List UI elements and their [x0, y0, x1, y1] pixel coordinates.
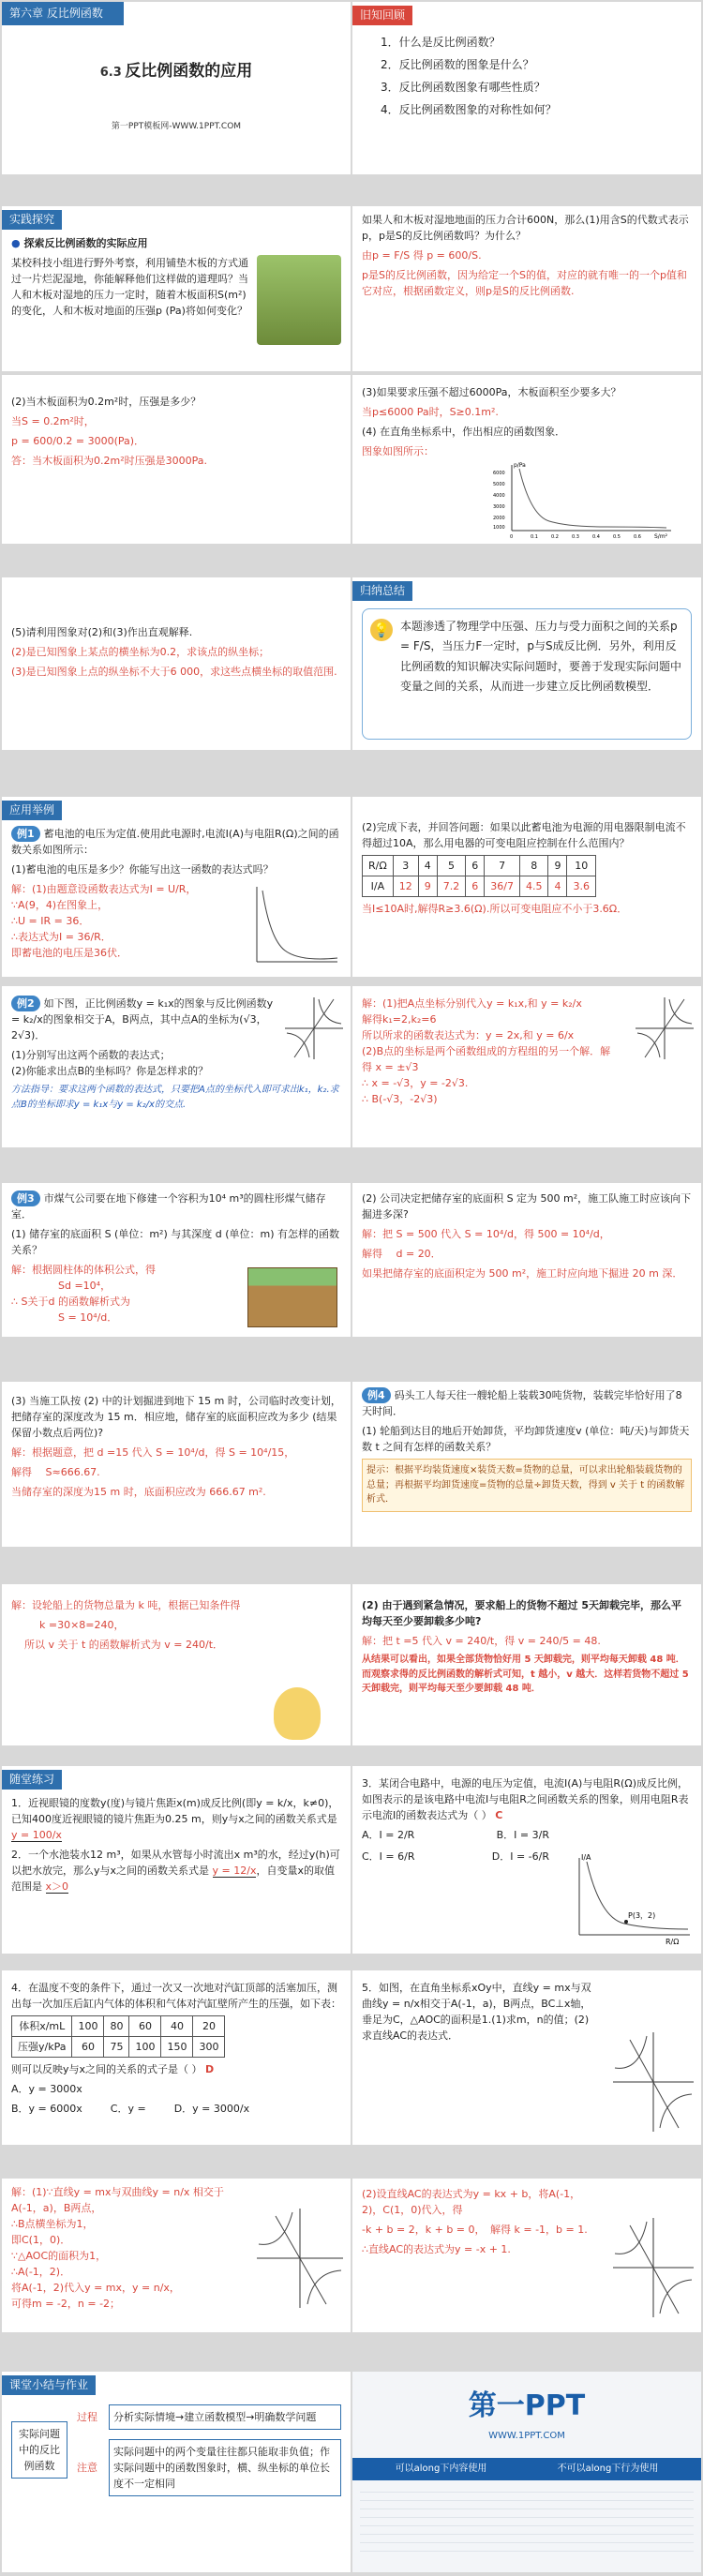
- table-row: [12, 2037, 225, 2058]
- question: 码头工人每天往一艘轮船上装载30吨货物，装载完毕恰好用了8天时间．: [362, 1389, 682, 1418]
- slide-review: [352, 2, 701, 174]
- fill-answer: x＞0: [45, 1880, 69, 1893]
- example-badge: 例2: [11, 996, 40, 1011]
- slide-practice5: [352, 1970, 701, 2145]
- slide-q5: [2, 577, 351, 750]
- option: C．y =: [110, 2103, 146, 2116]
- table-cell: 60: [72, 2037, 104, 2058]
- question: 3．某闭合电路中，电源的电压为定值，电流I(A)与电阻R(Ω)成反比例，如图表示的是该电路中电流I与电阻R之间函数关系的图象，则用电阻R表示电流I的函数表达式为（ ）: [362, 1777, 689, 1822]
- slide-q2: [2, 375, 351, 544]
- y-tick: 1000: [493, 525, 505, 531]
- lightbulb-icon: 💡: [370, 619, 393, 641]
- x-tick: 0.1: [531, 534, 538, 540]
- answer-line: (2)是已知图象上某点的横坐标为0.2，求该点的纵坐标；: [11, 646, 270, 659]
- question: (3)如果要求压强不超过6000Pa，木板面积至少要多大？: [362, 386, 621, 398]
- option: A．I = 2/R: [362, 1829, 415, 1842]
- option: D．y = 3000/x: [173, 2103, 250, 2116]
- slide-example2-answer: [352, 986, 701, 1147]
- choice-answer: D: [205, 2063, 215, 2076]
- answer-line: 解：设轮船上的货物总量为 k 吨，根据已知条件得: [11, 1599, 241, 1611]
- answer-line: 解：(1)把A点坐标分别代入y = k₁x,和 y = k₂/x: [362, 997, 582, 1010]
- answer-line: (3)是已知图象上点的纵坐标不大于6 000，求这些点横坐标的取值范围.: [11, 666, 337, 679]
- table-row: [363, 856, 596, 876]
- answer-line: 由p = F/S 得 p = 600/S.: [362, 249, 482, 262]
- answer-line: 如果把储存室的底面积定为 500 m²，施工时应向地下掘进 20 m 深．: [362, 1267, 683, 1281]
- line-graph: [630, 2225, 679, 2314]
- table-cell: 100: [72, 2016, 104, 2037]
- question: 如果人和木板对湿地地面的压力合计600N，那么(1)用含S的代数式表示p，p是S的反比例函数吗？为什么？: [362, 214, 689, 243]
- slide-example3-q3: [2, 1382, 351, 1547]
- hyperbola-branch: [669, 999, 692, 1024]
- answer-line: 所以所求的函数表达式为：y = 2x,和 y = 6/x: [362, 1029, 575, 1042]
- chapter-banner: 第六章 反比例函数: [2, 2, 124, 25]
- line-hyperbola-graph: [611, 2030, 696, 2134]
- answer-line: 当p≤6000 Pa时，S≥0.1m².: [362, 406, 499, 419]
- answer-line: 可得m = -2，n = -2；: [11, 2298, 121, 2311]
- table-cell: 12: [393, 876, 418, 897]
- table-cell: 40: [161, 2016, 193, 2037]
- answer-line: 即蓄电池的电压是36伏．: [11, 946, 127, 959]
- answer-line: 解：把 S = 500 代入 S = 10⁴/d，得 500 = 10⁴/d，: [362, 1228, 610, 1241]
- circuit-graph: [568, 1852, 696, 1946]
- table-cell: 4.5: [519, 876, 548, 897]
- example-badge: 例3: [11, 1191, 40, 1206]
- question: (1) 储存室的底面积 S (单位：m²) 与其深度 d (单位：m) 有怎样的函数关系？: [11, 1228, 340, 1257]
- section-tag: 归纳总结: [352, 581, 412, 601]
- table-cell: 4: [418, 856, 437, 876]
- example-badge: 例4: [362, 1387, 391, 1403]
- x-axis-label: R/Ω: [666, 1938, 680, 1946]
- answer-line: ∴直线AC的表达式为y = -x + 1.: [362, 2243, 511, 2256]
- slide-wrapup: [2, 2372, 351, 2572]
- table-cell: 8: [519, 856, 548, 876]
- question: (2) 由于遇到紧急情况，要求船上的货物不超过 5天卸载完毕，那么平均每天至少要卸载多少吨?: [362, 1599, 682, 1628]
- x-tick: 0.3: [572, 534, 579, 540]
- option: B．I = 3/R: [496, 1829, 549, 1842]
- hyperbola-curve: [519, 469, 666, 528]
- option: C．I = 6/R: [362, 1850, 415, 1864]
- slide-summary: [352, 577, 701, 750]
- mindmap-key: 过程: [77, 2410, 97, 2423]
- question: (2)你能求出点B的坐标吗？你是怎样求的？: [11, 1065, 209, 1078]
- site-credit: 第一PPT模板网-WWW.1PPT.COM: [111, 121, 242, 131]
- x-tick: 0.2: [551, 534, 559, 540]
- usage-heading: 可以along下内容使用: [395, 2464, 487, 2474]
- section-tag: 课堂小结与作业: [2, 2375, 96, 2395]
- answer-line: ∴A(-1，2)．: [11, 2266, 71, 2279]
- answer-line: ∴B点横坐标为1，: [11, 2218, 94, 2231]
- slide-explore: [2, 206, 351, 371]
- pressure-graph: [493, 459, 681, 540]
- answer-line: (2)B点的坐标是两个函数组成的方程组的另一个解．解得 x = ±√3: [362, 1045, 611, 1074]
- slide-practice3: [352, 1766, 701, 1954]
- fill-answer: y = 12/x: [212, 1864, 257, 1877]
- answer-line: 解：根据圆柱体的体积公式，得: [11, 1264, 156, 1277]
- question: 蓄电池的电压为定值.使用此电源时,电流I(A)与电阻R(Ω)之间的函数关系如图所示：: [11, 827, 339, 856]
- swamp-illustration: [257, 255, 341, 345]
- answer-line: Sd =10⁴，: [58, 1280, 112, 1293]
- slide-example4-answer: [2, 1584, 351, 1745]
- x-tick: 0.5: [613, 534, 621, 540]
- line-hyperbola-graph: [611, 2216, 696, 2319]
- hyperbola-branch: [259, 2212, 292, 2244]
- point-marker: [624, 1920, 628, 1924]
- answer-line: k =30×8=240，: [39, 1619, 125, 1632]
- hyperbola-branch: [307, 2270, 341, 2304]
- answer-line: 当储存室的深度为15 m 时，底面积应改为 666.67 m².: [11, 1486, 266, 1499]
- brand-url: WWW.1PPT.COM: [488, 2430, 565, 2441]
- option: B．y = 6000x: [11, 2103, 82, 2116]
- question: (2)完成下表，并回答问题：如果以此蓄电池为电源的用电器限制电流不得超过10A，那么用电器的可变电阻应控制在什么范围内？: [362, 821, 686, 850]
- y-axis-label: p/Pa: [514, 462, 526, 469]
- answer-line: 从结果可以看出，如果全部货物恰好用 5 天卸载完，则平均每天卸载 48 吨．而观察求得的反比例函数的解析式可知，t 越小，v 越大．这样若货物不超过 5 天卸载完，则平均每天至少要卸载 48 吨．: [362, 1655, 689, 1695]
- brand-logo: 第一PPT: [468, 2389, 586, 2422]
- question: (3) 当施工队按 (2) 中的计划掘进到地下 15 m 时，公司临时改变计划，把储存室的深度改为 15 m．相应地，储存室的底面积应改为多少 (结果保留小数点后两位)?: [11, 1395, 341, 1440]
- question: 市煤气公司要在地下修建一个容积为10⁴ m³的圆柱形煤气储存室．: [11, 1192, 326, 1221]
- line-graph: [276, 2216, 326, 2304]
- mindmap-value: 实际问题中的两个变量往往都只能取非负值；作实际问题中的函数图象时，横、纵坐标的单位长度不一定相同: [109, 2439, 341, 2496]
- answer-line: 解得 S≈666.67.: [11, 1466, 100, 1479]
- table-cell: 9: [418, 876, 437, 897]
- answer-line: 当I≤10A时,解得R≥3.6(Ω).所以可变电阻应不小于3.6Ω．: [362, 903, 628, 916]
- table-cell: 9: [548, 856, 567, 876]
- x-axis-label: S/m²: [654, 533, 668, 540]
- option: A．y = 3000x: [11, 2083, 82, 2096]
- table-cell: I/A: [363, 876, 394, 897]
- table-cell: 压强y/kPa: [12, 2037, 72, 2058]
- table-cell: 100: [129, 2037, 161, 2058]
- page-title: 反比例函数的应用: [125, 61, 253, 81]
- question: (2) 公司决定把储存室的底面积 S 定为 500 m²，施工队施工时应该向下掘进多深?: [362, 1192, 692, 1221]
- review-item: 3．反比例函数图象有哪些性质？: [381, 80, 546, 94]
- question: 如下图，正比例函数y = k₁x的图象与反比例函数y = k₂/x的图象相交于A，B两点，其中点A的坐标为(√3，2√3)．: [11, 997, 274, 1042]
- problem-text: 某校科技小组进行野外考察，利用铺垫木板的方式通过一片烂泥湿地，你能解释他们这样做的道理吗？当人和木板对湿地的压力一定时，随着木板面积S(m²)的变化，人和木板对地面的压强p (Pa)将如何变化？: [11, 256, 248, 317]
- slide-practice5-answer2: [352, 2179, 701, 2332]
- table-cell: 4: [548, 876, 567, 897]
- section-tag: 实践探究: [2, 210, 62, 230]
- mindmap-root: 实际问题中的反比例函数: [11, 2421, 67, 2479]
- y-axis-label: I/A: [581, 1853, 591, 1862]
- answer-line: p = 600/0.2 = 3000(Pa)．: [11, 435, 145, 448]
- answer-line: S = 10⁴/d．: [58, 1311, 118, 1325]
- answer-line: p是S的反比例函数，因为给定一个S的值，对应的就有唯一的一个p值和它对应，根据函数定义，则p是S的反比例函数.: [362, 269, 687, 298]
- review-item: 2．反比例函数的图象是什么？: [381, 57, 534, 71]
- answer-line: (2)设直线AC的表达式为y = kx + b，将A(-1，2)，C(1，0)代入，得: [362, 2188, 581, 2217]
- example-badge: 例1: [11, 826, 40, 842]
- y-tick: 5000: [493, 482, 505, 487]
- intersect-graph: [634, 996, 696, 1061]
- table-cell: 75: [104, 2037, 129, 2058]
- answer-line: -k + b = 2，k + b = 0， 解得 k = -1，b = 1.: [362, 2224, 588, 2237]
- slide-q1: [352, 206, 701, 371]
- answer-line: ∴U = IR = 36．: [11, 914, 90, 927]
- choice-answer: C: [495, 1809, 503, 1822]
- section-tag: 旧知回顾: [352, 6, 412, 25]
- answer-line: 答：当木板面积为0.2m²时压强是3000Pa.: [11, 455, 207, 468]
- answer-line: ∵A(9，4)在图象上，: [11, 898, 109, 911]
- y-tick: 6000: [493, 471, 505, 476]
- question: 2．一个水池装水12 m³，如果从水管每小时流出x m³的水，经过y(h)可以把水放完，那么y与x之间的函数关系式是: [11, 1848, 340, 1877]
- question: (5)请利用图象对(2)和(3)作出直观解释.: [11, 626, 193, 638]
- y-tick: 4000: [493, 493, 505, 499]
- table-cell: 36/7: [485, 876, 520, 897]
- table-row: [363, 876, 596, 897]
- answer-line: ∴ x = -√3，y = -2√3.: [362, 1077, 469, 1090]
- answer-line: 解得 d = 20．: [362, 1248, 441, 1261]
- slide-example3: [2, 1183, 351, 1337]
- slide-practice4: [2, 1970, 351, 2145]
- answer-line: ∴ S关于d 的函数解析式为: [11, 1295, 130, 1309]
- question: (1)分别写出这两个函数的表达式；: [11, 1049, 171, 1062]
- question: (4) 在直角坐标系中，作出相应的函数图象．: [362, 426, 566, 439]
- question: 1．近视眼镜的度数y(度)与镜片焦距x(m)成反比例(即y = k/x，k≠0)，已知400度近视眼镜的镜片焦距为0.25 m，则y与x之间的函数关系式是: [11, 1796, 339, 1825]
- intersect-graph: [283, 996, 345, 1061]
- answer-line: 解：根据题意，把 d =15 代入 S = 10⁴/d，得 S = 10⁴/15，: [11, 1446, 295, 1460]
- summary-text: 本题渗透了物理学中压强、压力与受力面积之间的关系p = F/S，当压力F一定时，p与S成反比例．另外，利用反比例函数的知识解决实际问题时，要善于发现实际问题中变量之间的关系，从而进一步建立反比例函数模型．: [400, 619, 682, 694]
- table-cell: 6: [466, 876, 485, 897]
- table-cell: 3: [393, 856, 418, 876]
- slide-q3: [352, 375, 701, 544]
- answer-line: 解：(1)由题意设函数表达式为I = U/R，: [11, 882, 197, 895]
- hyperbola-branch: [287, 1033, 309, 1057]
- slide-example1: [2, 797, 351, 977]
- answer-line: 当S = 0.2m²时，: [11, 415, 95, 428]
- table-cell: 6: [466, 856, 485, 876]
- answer-line: 解得k₁=2,k₂=6: [362, 1013, 437, 1026]
- question: 5．如图，在直角坐标系xOy中，直线y = mx与双曲线y = n/x相交于A(-1，a)，B两点，BC⊥x轴，垂足为C，△AOC的面积是1.(1)求m，n的值；(2)求直线AC的表达式．: [362, 1982, 591, 2043]
- slide-example4-q2: [352, 1584, 701, 1745]
- answer-line: 将A(-1，2)代入y = mx，y = n/x，: [11, 2282, 180, 2295]
- table-cell: 150: [161, 2037, 193, 2058]
- question: ，自变量x的取值范围是: [11, 1864, 335, 1893]
- table-cell: 80: [104, 2016, 129, 2037]
- storage-illustration: [247, 1267, 337, 1327]
- usage-list: [360, 2484, 694, 2559]
- question: (1) 轮船到达目的地后开始卸货，平均卸货速度v (单位：吨/天)与卸货天数 t 之间有怎样的函数关系？: [362, 1425, 690, 1454]
- answer-line: 所以 v 关于 t 的函数解析式为 v = 240/t．: [24, 1639, 224, 1652]
- answer-line: 图象如图所示：: [362, 445, 434, 458]
- slide-title: [2, 2, 351, 174]
- mascot-illustration: [274, 1687, 321, 1740]
- y-tick: 3000: [493, 504, 505, 510]
- section-tag: 应用举例: [2, 801, 62, 820]
- y-tick: 2000: [493, 516, 505, 521]
- slide-example3-answer: [352, 1183, 701, 1337]
- fill-answer: y = 100/x: [11, 1828, 62, 1841]
- hyperbola-branch: [319, 999, 341, 1024]
- question: (2)当木板面积为0.2m²时，压强是多少？: [11, 396, 202, 408]
- hint-box: 提示：根据平均装货速度×装货天数=货物的总量，可以求出轮船装载货物的总量；再根据平均卸货速度=货物的总量÷卸货天数，得到 v 关于 t 的函数解析式．: [362, 1459, 692, 1512]
- table-cell: 7: [485, 856, 520, 876]
- question: 则可以反映y与x之间的关系的式子是（ ）: [11, 2063, 202, 2076]
- line-hyperbola-graph: [255, 2207, 345, 2310]
- hyperbola-branch: [637, 1033, 660, 1057]
- mindmap-value: 分析实际情境→建立函数模型→明确数学问题: [109, 2404, 341, 2430]
- table-cell: R/Ω: [363, 856, 394, 876]
- point-label: P(3，2): [628, 1911, 656, 1920]
- data-table: [362, 855, 596, 897]
- x-tick: 0.6: [634, 534, 641, 540]
- subheading: ● 探索反比例函数的实际应用: [11, 236, 148, 249]
- option: D．I = -6/R: [491, 1850, 549, 1864]
- method-tip: 方法指导：要求这两个函数的表达式，只要把A点的坐标代入即可求出k₁，k₂.求点B的坐标即求y = k₁x与y = k₂/x的交点.: [11, 1085, 339, 1110]
- slide-example4: [352, 1382, 701, 1547]
- slide-example2: [2, 986, 351, 1147]
- table-row: [12, 2016, 225, 2037]
- answer-line: 解：把 t =5 代入 v = 240/t，得 v = 240/5 = 48.: [362, 1635, 601, 1648]
- line-graph: [630, 2040, 679, 2128]
- usage-heading: 不可以along下行为使用: [557, 2464, 659, 2474]
- data-table: [11, 2015, 225, 2058]
- table-cell: 体积x/mL: [12, 2016, 72, 2037]
- mindmap-key: 注意: [77, 2461, 97, 2474]
- answer-line: ∴ B(-√3，-2√3): [362, 1093, 438, 1106]
- table-cell: 300: [193, 2037, 225, 2058]
- answer-line: ∵△AOC的面积为1，: [11, 2250, 107, 2263]
- section-number: 6.3: [99, 65, 122, 80]
- hyperbola-curve: [262, 891, 337, 959]
- table-cell: 3.6: [567, 876, 596, 897]
- question: 4．在温度不变的条件下，通过一次又一次地对汽缸顶部的活塞加压，测出每一次加压后缸内气体的体积和气体对汽缸壁所产生的压强，如下表：: [11, 1982, 341, 2011]
- current-graph: [247, 883, 341, 967]
- x-tick: 0.4: [592, 534, 600, 540]
- answer-line: 解：(1)∵直线y = mx与双曲线y = n/x 相交于A(-1，a)，B两点，: [11, 2186, 224, 2215]
- slide-practice5-answer: [2, 2179, 351, 2332]
- slide-practice1: [2, 1766, 351, 1954]
- review-item: 1．什么是反比例函数？: [381, 35, 501, 49]
- table-cell: 5: [437, 856, 466, 876]
- table-cell: 20: [193, 2016, 225, 2037]
- table-cell: 60: [129, 2016, 161, 2037]
- table-cell: 7.2: [437, 876, 466, 897]
- question: (1)蓄电池的电压是多少？你能写出这一函数的表达式吗？: [11, 862, 274, 876]
- table-cell: 10: [567, 856, 596, 876]
- answer-line: ∴表达式为I = 36/R．: [11, 930, 112, 943]
- review-item: 4．反比例函数图象的对称性如何？: [381, 102, 557, 116]
- slide-ending: [352, 2372, 701, 2572]
- slide-example1-table: [352, 797, 701, 977]
- section-tag: 随堂练习: [2, 1770, 62, 1790]
- x-tick: 0: [510, 534, 514, 540]
- answer-line: 即C(1，0)．: [11, 2234, 71, 2247]
